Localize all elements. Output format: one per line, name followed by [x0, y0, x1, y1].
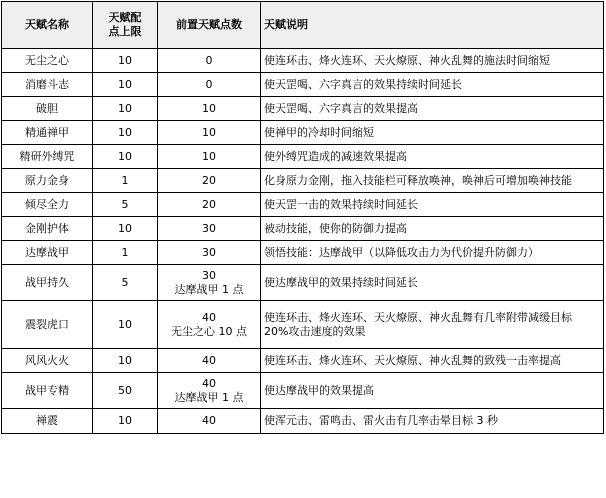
- desc-line1: 使连环击、烽火连环、天火燎原、神火乱舞有几率附带减缓目标: [264, 310, 572, 324]
- header-talent-name: 天赋名称: [2, 2, 93, 49]
- prereq-points: 40: [202, 376, 216, 390]
- talent-name: 战甲持久: [2, 265, 93, 301]
- talent-prereq: 30: [158, 217, 261, 241]
- talent-desc: 被动技能，使你的防御力提高: [261, 217, 604, 241]
- header-max-line2: 点上限: [108, 25, 142, 38]
- talent-name: 震裂虎口: [2, 301, 93, 349]
- talent-desc: 使浑元击、雷鸣击、雷火击有几率击晕目标 3 秒: [261, 409, 604, 434]
- talent-max: 10: [93, 97, 158, 121]
- table-row: [2, 97, 604, 121]
- talent-prereq: 10: [158, 121, 261, 145]
- talent-max: 5: [93, 193, 158, 217]
- talent-max: 50: [93, 373, 158, 409]
- table-row: [2, 409, 604, 434]
- talent-name: 无尘之心: [2, 49, 93, 73]
- talent-desc: 使天罡喝、六字真言的效果提高: [261, 97, 604, 121]
- talent-desc: 化身原力金刚，拖入技能栏可释放唤神，唤神后可增加唤神技能: [261, 169, 604, 193]
- table-row: [2, 301, 604, 349]
- talent-name: 精通禅甲: [2, 121, 93, 145]
- talent-prereq: 10: [158, 97, 261, 121]
- desc-line2: 20%攻击速度的效果: [264, 324, 366, 338]
- talent-max: 10: [93, 145, 158, 169]
- talent-prereq: 20: [158, 193, 261, 217]
- table-row: [2, 169, 604, 193]
- talent-desc: 使连环击、烽火连环、天火燎原、神火乱舞的施法时间缩短: [261, 49, 604, 73]
- talent-prereq: 40: [158, 349, 261, 373]
- prereq-talent: 达摩战甲 1 点: [174, 390, 244, 404]
- talent-desc: 使天罡一击的效果持续时间延长: [261, 193, 604, 217]
- talent-desc: 使达摩战甲的效果持续时间延长: [261, 265, 604, 301]
- talent-max: 10: [93, 121, 158, 145]
- talent-prereq: [158, 301, 261, 349]
- talent-desc: [261, 301, 604, 349]
- talent-name: 金刚护体: [2, 217, 93, 241]
- talent-max: 10: [93, 49, 158, 73]
- talent-desc: 领悟技能：达摩战甲（以降低攻击力为代价提升防御力）: [261, 241, 604, 265]
- table-row: [2, 217, 604, 241]
- prereq-points: 40: [202, 310, 216, 324]
- talent-table: [1, 1, 604, 434]
- header-prerequisite-points: 前置天赋点数: [158, 2, 261, 49]
- talent-prereq: 40: [158, 409, 261, 434]
- talent-prereq: 20: [158, 169, 261, 193]
- talent-desc: 使达摩战甲的效果提高: [261, 373, 604, 409]
- header-max-points: [93, 2, 158, 49]
- talent-desc: 使天罡喝、六字真言的效果持续时间延长: [261, 73, 604, 97]
- talent-prereq: 10: [158, 145, 261, 169]
- table-row: [2, 193, 604, 217]
- talent-prereq: 0: [158, 49, 261, 73]
- talent-prereq: 30: [158, 241, 261, 265]
- talent-name: 精研外缚咒: [2, 145, 93, 169]
- talent-max: 10: [93, 217, 158, 241]
- talent-max: 10: [93, 301, 158, 349]
- table-row: [2, 73, 604, 97]
- talent-max: 1: [93, 241, 158, 265]
- talent-name: 消磨斗志: [2, 73, 93, 97]
- header-max-line1: 天赋配: [108, 11, 142, 24]
- table-row: [2, 49, 604, 73]
- talent-max: 10: [93, 73, 158, 97]
- talent-desc: 使外缚咒造成的减速效果提高: [261, 145, 604, 169]
- talent-prereq: 0: [158, 73, 261, 97]
- table-row: [2, 265, 604, 301]
- talent-desc: 使连环击、烽火连环、天火燎原、神火乱舞的致残一击率提高: [261, 349, 604, 373]
- table-row: [2, 241, 604, 265]
- talent-max: 10: [93, 409, 158, 434]
- talent-name: 倾尽全力: [2, 193, 93, 217]
- table-header-row: [2, 2, 604, 49]
- talent-max: 5: [93, 265, 158, 301]
- talent-max: 1: [93, 169, 158, 193]
- talent-name: 达摩战甲: [2, 241, 93, 265]
- talent-max: 10: [93, 349, 158, 373]
- talent-name: 破胆: [2, 97, 93, 121]
- prereq-talent: 无尘之心 10 点: [171, 324, 247, 338]
- talent-prereq: [158, 265, 261, 301]
- talent-name: 风风火火: [2, 349, 93, 373]
- table-row: [2, 121, 604, 145]
- talent-desc: 使禅甲的冷却时间缩短: [261, 121, 604, 145]
- prereq-points: 30: [202, 268, 216, 282]
- table-row: [2, 373, 604, 409]
- header-talent-description: 天赋说明: [261, 2, 604, 49]
- table-row: [2, 145, 604, 169]
- prereq-talent: 达摩战甲 1 点: [174, 282, 244, 296]
- talent-prereq: [158, 373, 261, 409]
- talent-name: 禅震: [2, 409, 93, 434]
- table-row: [2, 349, 604, 373]
- talent-name: 原力金身: [2, 169, 93, 193]
- talent-name: 战甲专精: [2, 373, 93, 409]
